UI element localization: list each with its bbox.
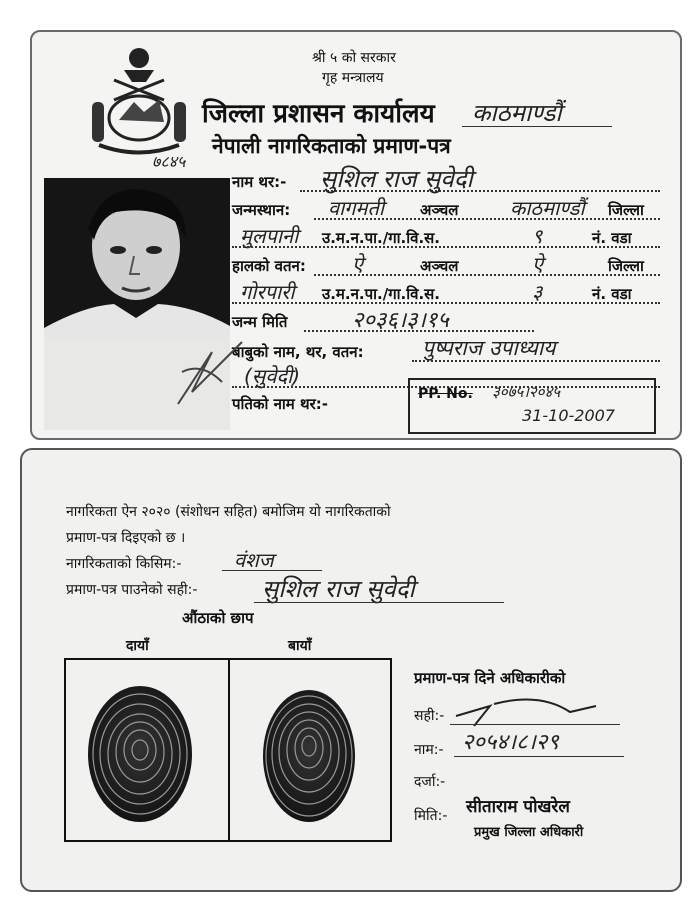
authority-name-value: २०५४।८।२९ — [462, 730, 559, 755]
card-title: नेपाली नागरिकताको प्रमाण-पत्र — [212, 134, 451, 158]
dob-value: २०३६।३।१५ — [352, 308, 449, 333]
name-label: नाम थर:- — [232, 173, 287, 191]
name-value: सुशिल राज सुवेदी — [320, 165, 473, 193]
current-zone-word: अञ्चल — [420, 257, 459, 275]
office-district-handwritten: काठमाण्डौं — [472, 99, 562, 127]
vdc-word: उ.म.न.पा./गा.वि.स. — [322, 229, 440, 247]
current-ward: ३ — [532, 280, 543, 304]
current-district-word: जिल्ला — [608, 257, 644, 275]
officer-title-stamp: प्रमुख जिल्ला अधिकारी — [474, 825, 584, 840]
husband-label: पतिको नाम थर:- — [232, 395, 328, 413]
current-ward-word: नं. वडा — [592, 285, 632, 303]
citizenship-card-front — [30, 30, 682, 440]
citizenship-card-back — [20, 448, 682, 892]
current-address-label: हालको वतन: — [232, 257, 306, 275]
thumbprint-title: औंठाको छाप — [182, 609, 254, 627]
stamp-date: 31-10-2007 — [522, 406, 615, 425]
authority-sign-label: सही:- — [414, 708, 445, 724]
birth-vdc: मुलपानी — [240, 224, 299, 248]
current-vdc-word: उ.म.न.पा./गा.वि.स. — [322, 285, 440, 303]
dob-label: जन्म मिति — [232, 313, 288, 331]
right-thumbprint — [84, 684, 196, 830]
father-value: पुष्पराज उपाध्याय — [422, 336, 556, 360]
act-statement-line1: नागरिकता ऐन २०२० (संशोधन सहित) बमोजिम यो नागरिकताको — [66, 504, 391, 520]
authority-title: प्रमाण-पत्र दिने अधिकारीको — [414, 669, 566, 687]
stamp-value: ३०७५।२०४५ — [492, 383, 561, 401]
left-thumbprint — [254, 684, 364, 830]
stamp-label: PP. No. — [418, 386, 473, 402]
citizenship-type-value: वंशज — [234, 548, 274, 572]
authority-rank-label: दर्जा:- — [414, 774, 446, 790]
ward-word: नं. वडा — [592, 229, 632, 247]
pp-stamp — [408, 378, 656, 434]
act-statement-line2: प्रमाण-पत्र दिइएको छ । — [66, 530, 186, 546]
father-value-line2: (सुवेदी) — [244, 364, 301, 388]
current-vdc: गोरपारी — [240, 280, 295, 304]
birthplace-zone: वागमती — [328, 196, 385, 220]
ministry-line: गृह मन्त्रालय — [322, 70, 384, 86]
father-label: बाबुको नाम, थर, वतन: — [232, 343, 364, 361]
recipient-signature: सुशिल राज सुवेदी — [262, 575, 415, 603]
current-district: ऐ — [532, 252, 544, 276]
birthplace-district: काठमाण्डौं — [510, 196, 585, 220]
birth-ward: ९ — [532, 224, 543, 248]
district-word: जिल्ला — [608, 201, 644, 219]
office-title: जिल्ला प्रशासन कार्यालय — [202, 99, 435, 129]
certificate-number: ७८४५ — [152, 152, 186, 171]
holder-photo — [44, 178, 230, 338]
recipient-signature-label: प्रमाण-पत्र पाउनेको सही:- — [66, 582, 198, 598]
thumbprint-box — [64, 658, 392, 842]
officer-name-stamp: सीताराम पोखरेल — [466, 797, 570, 817]
current-zone: ऐ — [352, 252, 364, 276]
government-line: श्री ५ को सरकार — [312, 50, 396, 66]
citizenship-type-label: नागरिकताको किसिम:- — [66, 556, 182, 572]
right-thumb-label: दायाँ — [126, 638, 149, 654]
birthplace-label: जन्मस्थान: — [232, 201, 291, 219]
portrait-image — [44, 178, 230, 338]
coat-of-arms-emblem — [84, 40, 194, 160]
photo-attestation-scribble — [172, 332, 252, 412]
left-thumb-label: बायाँ — [288, 638, 312, 654]
zone-word: अञ्चल — [420, 201, 459, 219]
authority-date-label: मिति:- — [414, 808, 448, 824]
authority-name-label: नाम:- — [414, 742, 444, 758]
